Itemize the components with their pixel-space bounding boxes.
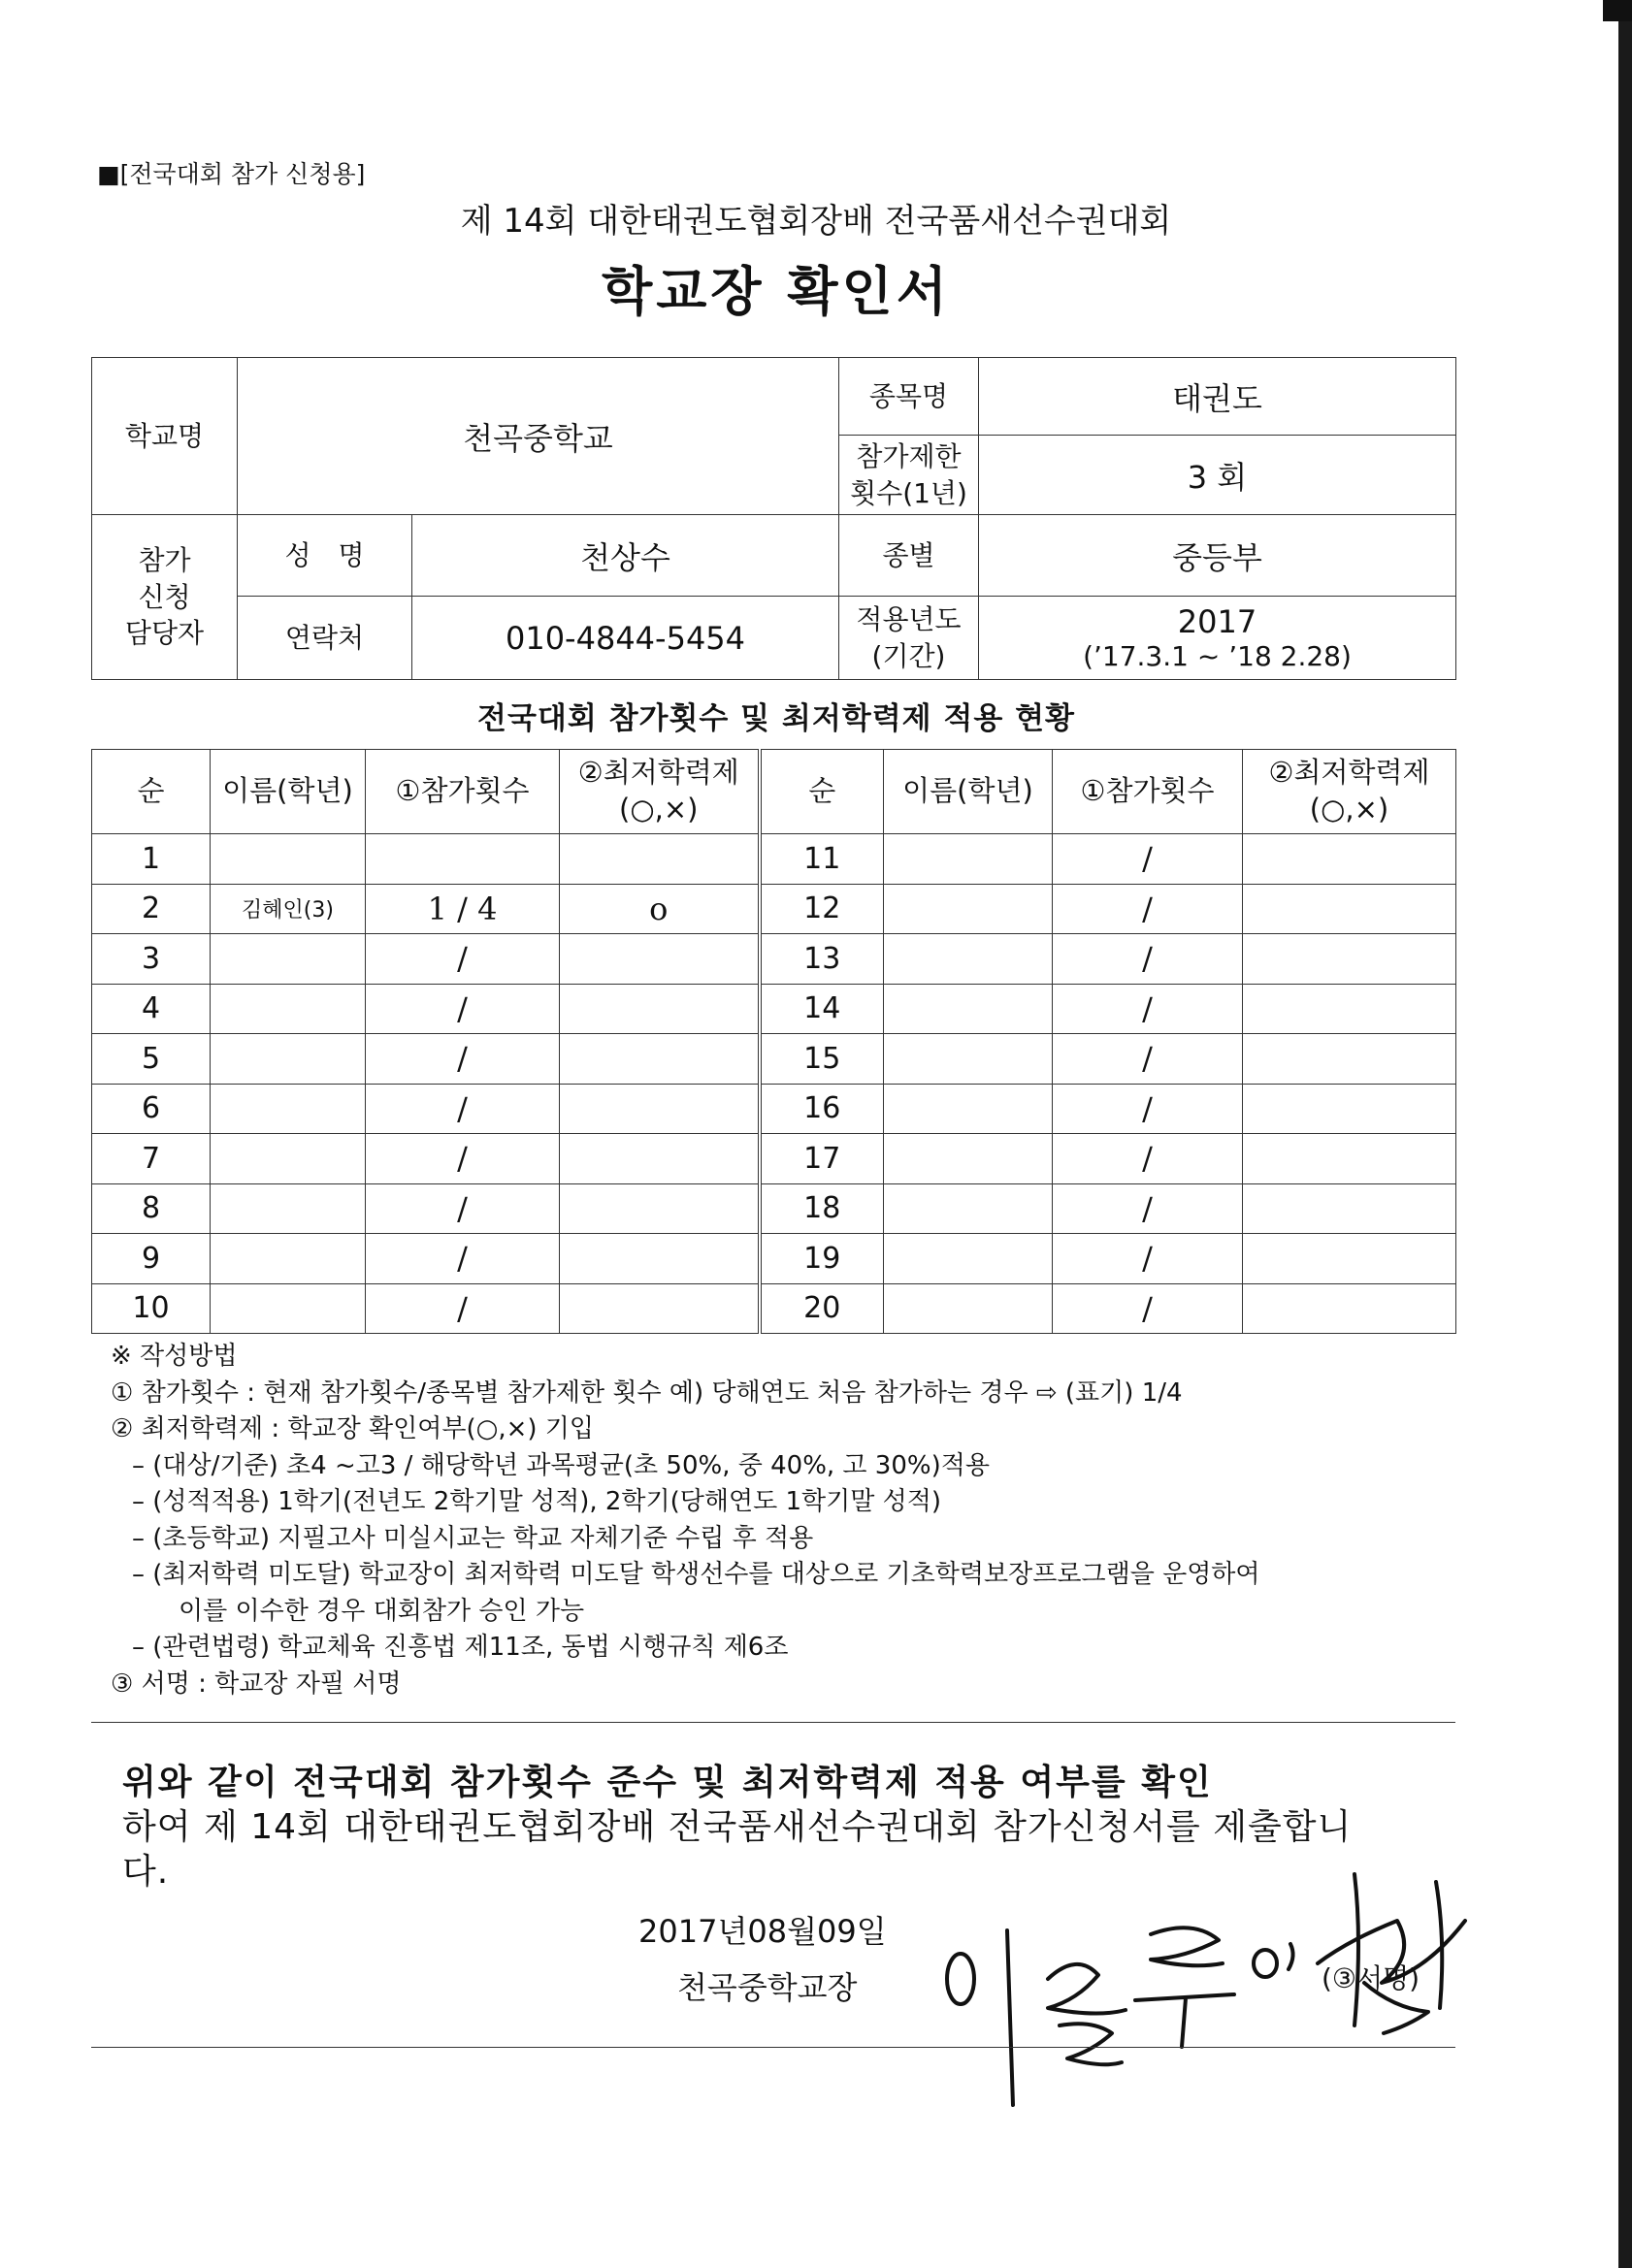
header-min-grade-line1: ②최저학력제 [577, 756, 739, 790]
phone-value: 010-4844-5454 [412, 597, 839, 680]
row-count-2: / [1053, 1283, 1243, 1334]
table-row [92, 1234, 1456, 1284]
participation-table [91, 749, 1456, 1334]
instruction-line: – (성적적용) 1학기(전년도 2학기말 성적), 2학기(당해연도 1학기말 성적) [132, 1487, 942, 1516]
year-value: 2017 [1177, 603, 1257, 640]
row-name [211, 1283, 366, 1334]
row-min-grade-2 [1243, 1134, 1456, 1184]
row-min-grade [560, 834, 760, 885]
row-number-2: 14 [760, 984, 884, 1034]
statement-line1: 위와 같이 전국대회 참가횟수 준수 및 최저학력제 적용 여부를 확인 [122, 1763, 1213, 1802]
row-count: / [366, 1084, 560, 1134]
instruction-line: ② 최저학력제 : 학교장 확인여부(○,×) 기입 [111, 1414, 595, 1443]
statement-line2: 하여 제 14회 대한태권도협회장배 전국품새선수권대회 참가신청서를 제출합니 [122, 1807, 1353, 1847]
row-min-grade [560, 1034, 760, 1085]
row-number-2: 20 [760, 1283, 884, 1334]
division-value: 중등부 [979, 515, 1456, 597]
row-min-grade [560, 984, 760, 1034]
row-number: 5 [92, 1034, 211, 1085]
row-count-2: / [1053, 1034, 1243, 1085]
row-name-2 [884, 834, 1053, 885]
instruction-line: 이를 이수한 경우 대회참가 승인 가능 [179, 1596, 585, 1626]
row-name-2 [884, 1034, 1053, 1085]
event-title: 제 14회 대한태권도협회장배 전국품새선수권대회 [460, 202, 1172, 241]
row-number: 8 [92, 1183, 211, 1234]
info-table [91, 357, 1456, 680]
row-count-2: / [1053, 984, 1243, 1034]
table-row [92, 884, 1456, 934]
row-count: / [366, 1183, 560, 1234]
row-number: 3 [92, 934, 211, 985]
row-min-grade-2 [1243, 834, 1456, 885]
document-title: 학교장 확인서 [602, 261, 951, 322]
row-min-grade-2 [1243, 984, 1456, 1034]
row-min-grade [560, 1183, 760, 1234]
row-name [211, 1183, 366, 1234]
year-label [839, 597, 979, 680]
name-value: 천상수 [412, 515, 839, 597]
row-number: 10 [92, 1283, 211, 1334]
school-label: 학교명 [92, 358, 238, 515]
row-count: / [366, 1234, 560, 1284]
row-min-grade-2 [1243, 884, 1456, 934]
limit-value: 3 회 [979, 436, 1456, 515]
table-row [92, 1134, 1456, 1184]
table-row [92, 934, 1456, 985]
row-number-2: 16 [760, 1084, 884, 1134]
table-header-row [92, 750, 1456, 834]
header-count: ①참가횟수 [366, 750, 560, 834]
row-name [211, 984, 366, 1034]
instructions-title: ※ 작성방법 [111, 1342, 238, 1371]
statement-line3: 다. [122, 1852, 170, 1892]
row-name [211, 1034, 366, 1085]
scan-edge [1618, 0, 1632, 2268]
row-name [211, 1084, 366, 1134]
row-name [211, 934, 366, 985]
period-value: (’17.3.1 ~ ’18 2.28) [1083, 640, 1352, 672]
year-cell [979, 597, 1456, 680]
header-min-grade-2-line1: ②최저학력제 [1268, 756, 1430, 790]
contact-person-label [92, 515, 238, 680]
row-name-2 [884, 1234, 1053, 1284]
row-min-grade-2 [1243, 1283, 1456, 1334]
row-name: 김혜인(3) [211, 884, 366, 934]
row-count-2: / [1053, 1183, 1243, 1234]
row-name-2 [884, 1134, 1053, 1184]
header-min-grade-2-line2: (○,×) [1309, 793, 1389, 826]
year-label-line2: (기간) [871, 639, 946, 672]
row-count [366, 834, 560, 885]
application-type: ■[전국대회 참가 신청용] [97, 160, 366, 188]
row-number: 7 [92, 1134, 211, 1184]
row-count: / [366, 1034, 560, 1085]
header-seq-2: 순 [760, 750, 884, 834]
row-number: 4 [92, 984, 211, 1034]
table-row [92, 1183, 1456, 1234]
signature-seal-note: (③서명) [1322, 1962, 1420, 1994]
divider-bottom [91, 2047, 1455, 2048]
row-min-grade [560, 1283, 760, 1334]
row-number-2: 15 [760, 1034, 884, 1085]
limit-label [839, 436, 979, 515]
row-number-2: 12 [760, 884, 884, 934]
row-count-2: / [1053, 1134, 1243, 1184]
row-number: 9 [92, 1234, 211, 1284]
row-number: 6 [92, 1084, 211, 1134]
header-min-grade [560, 750, 760, 834]
row-name-2 [884, 934, 1053, 985]
table-row [92, 834, 1456, 885]
limit-label-line1: 참가제한 [856, 439, 962, 472]
phone-label: 연락처 [238, 597, 412, 680]
table-row [92, 1034, 1456, 1085]
header-seq: 순 [92, 750, 211, 834]
row-number: 1 [92, 834, 211, 885]
signature-date: 2017년08월09일 [638, 1913, 887, 1950]
row-number-2: 19 [760, 1234, 884, 1284]
row-count: / [366, 1283, 560, 1334]
row-name-2 [884, 884, 1053, 934]
contact-person-label-line3: 담당자 [124, 617, 205, 650]
row-count-2: / [1053, 934, 1243, 985]
row-min-grade-2 [1243, 1034, 1456, 1085]
header-name-2: 이름(학년) [884, 750, 1053, 834]
row-count: / [366, 934, 560, 985]
row-name [211, 834, 366, 885]
row-number: 2 [92, 884, 211, 934]
instruction-line: – (대상/기준) 초4 ~고3 / 해당학년 과목평균(초 50%, 중 40%, 고 30%)적용 [132, 1450, 990, 1480]
instruction-line: – (관련법령) 학교체육 진흥법 제11조, 동법 시행규칙 제6조 [132, 1633, 789, 1662]
instruction-line: – (최저학력 미도달) 학교장이 최저학력 미도달 학생선수를 대상으로 기초학력보장프로그램을 운영하여 [132, 1560, 1260, 1589]
table-row [92, 1084, 1456, 1134]
row-name [211, 1134, 366, 1184]
handwritten-signature [931, 1863, 1494, 2124]
row-number-2: 13 [760, 934, 884, 985]
header-name: 이름(학년) [211, 750, 366, 834]
row-min-grade [560, 1084, 760, 1134]
contact-person-label-line2: 신청 [138, 580, 191, 613]
row-count-2: / [1053, 834, 1243, 885]
row-name-2 [884, 984, 1053, 1034]
row-count: / [366, 1134, 560, 1184]
year-label-line1: 적용년도 [856, 602, 962, 635]
row-number-2: 17 [760, 1134, 884, 1184]
row-min-grade [560, 1234, 760, 1284]
row-min-grade [560, 1134, 760, 1184]
row-min-grade-2 [1243, 1084, 1456, 1134]
instructions [111, 1339, 1469, 1702]
header-count-2: ①참가횟수 [1053, 750, 1243, 834]
table-row [92, 984, 1456, 1034]
event-label: 종목명 [839, 358, 979, 436]
contact-person-label-line1: 참가 [138, 543, 191, 576]
row-name-2 [884, 1183, 1053, 1234]
row-count-2: / [1053, 1084, 1243, 1134]
instruction-line: ③ 서명 : 학교장 자필 서명 [111, 1669, 402, 1699]
event-value: 태권도 [979, 358, 1456, 436]
row-count: / [366, 984, 560, 1034]
row-name-2 [884, 1283, 1053, 1334]
row-count-2: / [1053, 884, 1243, 934]
instruction-line: ① 참가횟수 : 현재 참가횟수/종목별 참가제한 횟수 예) 당해연도 처음 참가하는 경우 ⇨ (표기) 1/4 [111, 1377, 1183, 1408]
row-name [211, 1234, 366, 1284]
header-min-grade-2 [1243, 750, 1456, 834]
limit-label-line2: 횟수(1년) [850, 476, 967, 509]
row-min-grade-2 [1243, 1234, 1456, 1284]
row-count-2: / [1053, 1234, 1243, 1284]
section-heading: 전국대회 참가횟수 및 최저학력제 적용 현황 [477, 701, 1075, 736]
table-row [92, 1283, 1456, 1334]
row-min-grade: o [560, 884, 760, 934]
row-min-grade [560, 934, 760, 985]
header-min-grade-line2: (○,×) [619, 793, 699, 826]
row-number-2: 18 [760, 1183, 884, 1234]
row-count: 1 / 4 [366, 884, 560, 934]
row-min-grade-2 [1243, 934, 1456, 985]
division-label: 종별 [839, 515, 979, 597]
row-min-grade-2 [1243, 1183, 1456, 1234]
scan-edge-corner [1603, 0, 1632, 21]
row-name-2 [884, 1084, 1053, 1134]
divider-top [91, 1722, 1455, 1723]
instruction-line: – (초등학교) 지필고사 미실시교는 학교 자체기준 수립 후 적용 [132, 1523, 814, 1553]
name-label: 성 명 [238, 515, 412, 597]
principal-name: 천곡중학교장 [677, 1969, 858, 2006]
row-number-2: 11 [760, 834, 884, 885]
school-value: 천곡중학교 [238, 358, 839, 515]
